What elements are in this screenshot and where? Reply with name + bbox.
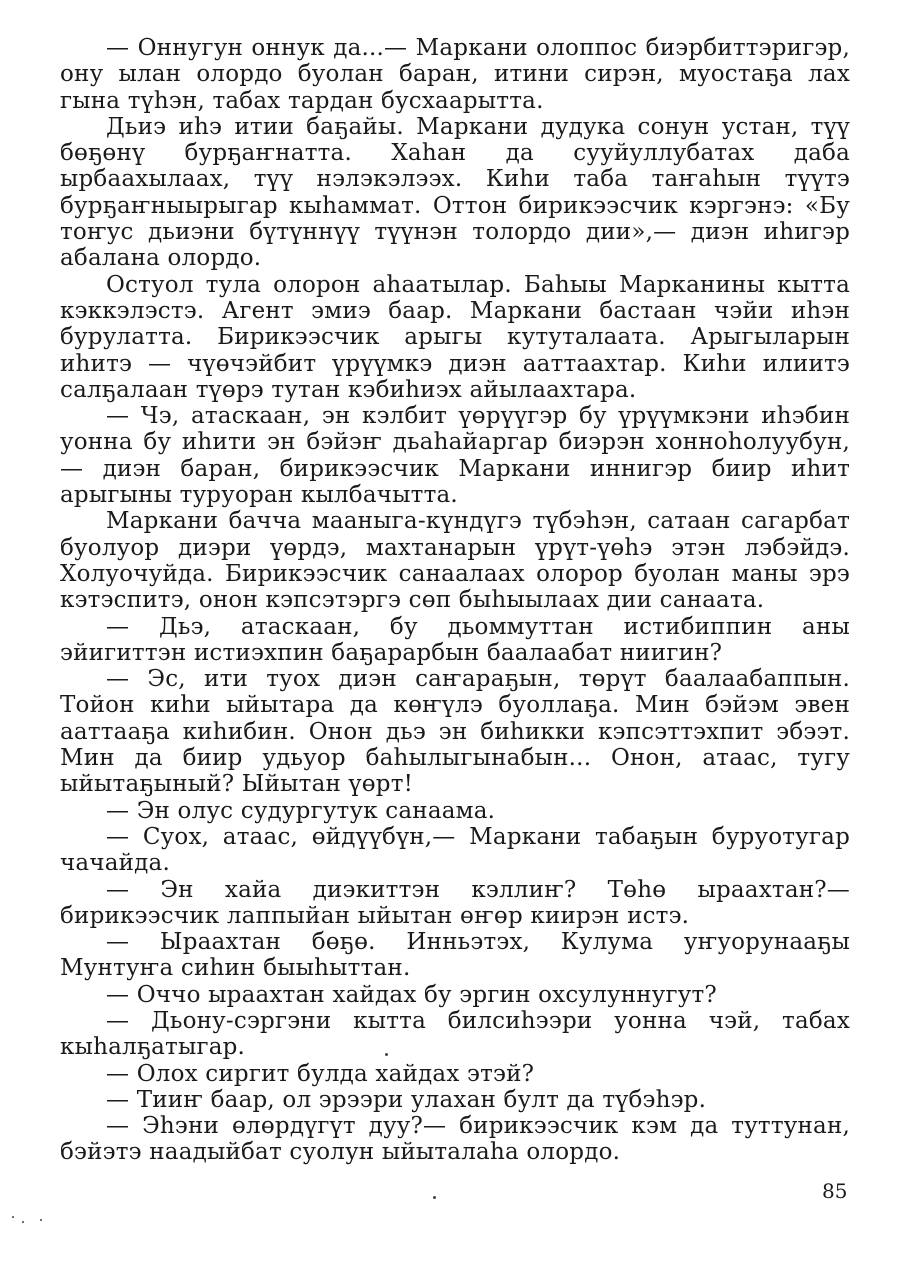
paragraph: — Чэ, атаскаан, эн кэлбит үөрүүгэр бу үрүүмкэни иһэбин уонна бу иһити эн бэйэҥ дьаһайаргар биэрэн хонноһолуубун,— диэн баран, бирикээсчик Маркани иннигэр биир иһит арыгыны туруоран кылбачытта.: [60, 403, 850, 509]
paragraph: — Оччо ыраахтан хайдах бу эргин охсулуннугут?: [106, 981, 717, 1008]
paragraph: — Суох, атаас, өйдүүбүн,— Маркани табаҕын буруотугар чачайда.: [60, 823, 850, 877]
paragraph: — Ыраахтан бөҕө. Инньэтэх, Кулума уҥуорунааҕы Мунтуҥа сиһин быыһыттан.: [60, 929, 850, 982]
book-page-text: [60, 35, 850, 1166]
print-speck: [22, 1221, 24, 1223]
paragraph: — Эн хайа диэкиттэн кэллиҥ? Төһө ыраахтан?— бирикээсчик лаппыйан ыйытан өҥөр киирэн истэ.: [60, 876, 850, 929]
paragraph: — Оннугун оннук да...— Маркани олоппос биэрбиттэригэр, ону ылан олордо буолан баран, итини сирэн, муостаҕа лах гына түһэн, табах тардан бусхаарытта.: [60, 35, 850, 114]
paragraph: — Эн олус судургутук санаама.: [106, 797, 496, 824]
paragraph: Маркани баччa мааныга-күндүгэ түбэһэн, сатаан сагарбат буолуор диэри үөрдэ, махтанарын үрүт-үөһэ этэн лэбэйдэ. Холуочуйда. Бирикээсчик санаалаах олорор буолан маны эрэ кэтэспитэ, онон кэпсэтэргэ сөп быһыылаах дии санаата.: [60, 508, 850, 614]
paragraph: Остуол тула олорон аһаатылар. Баһыы Марканины кытта кэккэлэстэ. Агент эмиэ баар. Маркани бастаан чэйи иһэн бурулатта. Бирикээсчик арыгы кутуталаата. Арыгыларын иһитэ — чүөчэйбит үрүүмкэ диэн ааттаахтар. Киһи илиитэ салҕалаан түөрэ тутан кэбиһиэх айылаахтара.: [60, 271, 850, 403]
print-speck: [12, 1216, 14, 1218]
print-speck: [433, 1196, 436, 1199]
paragraph: — Дьону-сэргэни кытта билсиһээри уонна чэй, табах кыһалҕатыгар.: [60, 1007, 850, 1061]
paragraph: — Дьэ, атаскаан, бу дьоммуттан истибиппин аны эйигиттэн истиэхпин баҕарарбын баалаабат ниигин?: [60, 613, 850, 666]
print-speck: [385, 1053, 388, 1056]
paragraph: — Эс, ити туох диэн саҥараҕын, төрүт баалаабаппын. Тойон киһи ыйытара да көҥүлэ буоллаҕа. Мин бэйэм эвен ааттааҕа киһибин. Онон дьэ эн биһикки кэпсэттэхпит эбээт. Мин да биир удьуор баһылыгынабын... Онон, атаас, тугу ыйытаҕыный? Ыйытан үөрт!: [60, 666, 850, 798]
paragraph: — Олох сиргит булда хайдах этэй?: [106, 1060, 535, 1087]
paragraph: — Эһэни өлөрдүгүт дуу?— бирикээсчик кэм да туттунан, бэйэтэ наадыйбат суолун ыйыталаһа олордо.: [60, 1113, 850, 1166]
paragraph: Дьиэ иһэ итии баҕайы. Маркани дудука сонун устан, түү бөҕөнү бурҕаҥнатта. Хаһан да сууйуллубатах даба ырбаахылаах, түү нэлэкэлээх. Киһи таба таҥаһын түүтэ бурҕаҥныырыгар кыһаммат. Оттон бирикээсчик кэргэнэ: «Бу тоҥус дьиэни бүтүннүү түүнэн толордо дии»,— диэн иһигэр абалана олордо.: [60, 113, 850, 272]
print-speck: [40, 1219, 42, 1221]
page-number: 85: [822, 1179, 848, 1203]
paragraph: — Тииҥ баар, ол эрээри улахан булт да түбэһэр.: [106, 1086, 707, 1113]
